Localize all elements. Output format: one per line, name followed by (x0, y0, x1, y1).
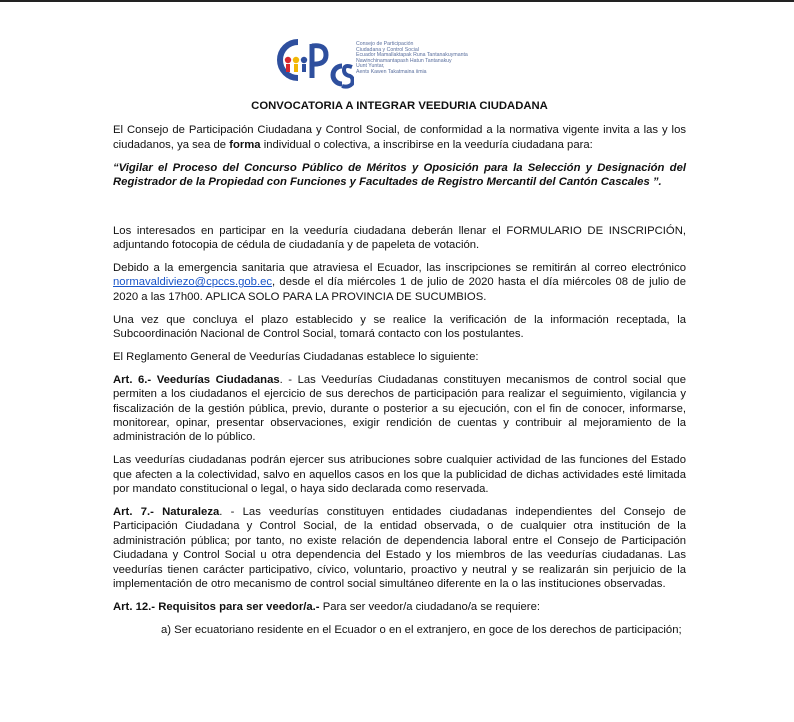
cpccs-logo (272, 34, 512, 90)
top-border (0, 0, 794, 2)
purpose-quote: “Vigilar el Proceso del Concurso Público de Méritos y Oposición para la Selección y Designación del Registrador de la Propiedad con Funciones y Facultades de Registro Mercantil del Cantón Cascales ”. (113, 161, 686, 189)
logo-line: Ecuador Mamallaktapak Runa Tantanakuymanta (356, 52, 468, 59)
cpccs-logo-mark (272, 34, 354, 90)
logo-institution-text (356, 42, 468, 76)
emergency-text-end: , desde el día miércoles 1 de julio de 2020 hasta el día miércoles 08 de julio de 2020 a las 17h00. APLICA SOLO PARA LA PROVINCIA DE SUCUMBIOS. (113, 276, 686, 303)
intro-text-end: individual o colectiva, a inscribirse en la veeduría ciudadana para: (260, 138, 593, 151)
art6-paragraph (113, 373, 686, 445)
requirement-a: a) Ser ecuatoriano residente en el Ecuador o en el extranjero, en goce de los derechos de participación; (161, 623, 682, 636)
art7-heading: Art. 7.- Naturaleza (113, 506, 220, 519)
intro-bold-word: forma (229, 138, 261, 151)
intro-text-start: El Consejo de Participación Ciudadana y Control Social, de conformidad a la normativa vigente invita a las y los ciudadanos, ya sea de (113, 124, 686, 151)
logo-line: Consejo de Participación (356, 41, 414, 47)
art6-heading: Art. 6.- Veedurías Ciudadanas (113, 373, 280, 386)
art6-text: . - Las Veedurías Ciudadanas constituyen mecanismos de control social que permiten a los ciudadanos el ejercicio de sus derechos de participación para realizar el seguimiento, vigilancia y fiscalización de la gestión pública, previo, durante o posterior a su ejecución, con el fin de conocer, informarse, monitorear, opinar, presentar observaciones, exigir rendición de cuentas y contribuir al mejoramiento de la administración de lo público. (113, 373, 686, 444)
interested-paragraph: Los interesados en participar en la veeduría ciudadana deberán llenar el FORMULARIO DE INSCRIPCIÓN, adjuntando fotocopia de cédula de ciudadanía y de papeleta de votación. (113, 224, 686, 251)
contact-paragraph: Una vez que concluya el plazo establecido y se realice la verificación de la información receptada, la Subcoordinación Nacional de Control Social, tomará contacto con los postulantes. (113, 313, 686, 340)
email-link[interactable]: normavaldiviezo@cpccs.gob.ec (113, 276, 273, 289)
art7-paragraph (113, 505, 686, 591)
emergency-text-start: Debido a la emergencia sanitaria que atraviesa el Ecuador, las inscripciones se remitirán al correo electrónico (113, 261, 686, 274)
logo-line: Ciudadana y Control Social (356, 46, 419, 53)
document-title: CONVOCATORIA A INTEGRAR VEEDURIA CIUDADANA (251, 100, 548, 112)
attributions-paragraph: Las veedurías ciudadanas podrán ejercer sus atribuciones sobre cualquier actividad de las funciones del Estado que afecten a la colectividad, salvo en aquellos casos en los que la publicidad de dichas actividades esté limitada por mandato constitucional o legal, o haya sido declarada como reservada. (113, 454, 686, 496)
logo-line: Uunt Yuntar, (356, 63, 385, 70)
document-body (113, 99, 686, 646)
art12-text: Para ser veedor/a ciudadano/a se requiere: (319, 600, 540, 613)
logo-line: Nawinchinamantapash Hatun Tantanakuy (356, 57, 452, 64)
art7-text: . - Las veedurías constituyen entidades ciudadanas independientes del Consejo de Participación Ciudadana y Control Social, de la entidad observada, o de cualquier otra institución de la administración pública; por tanto, no existe relación de dependencia laboral entre el Consejo de Participación Ciudadana y Control Social u otra dependencia del Estado y los miembros de las veedurías ciudadanas. Las veedurías tienen carácter participativo, cívico, voluntario, proactivo y neutral y se realizarán sin perjuicio de la implementación de otro mecanismo de control social simultáneo diferente en la o las instituciones observadas. (113, 506, 686, 591)
reglamento-paragraph: El Reglamento General de Veedurías Ciudadanas establece lo siguiente: (113, 350, 479, 363)
intro-paragraph (113, 123, 686, 152)
art12-paragraph (113, 600, 686, 614)
art12-heading: Art. 12.- Requisitos para ser veedor/a.- (113, 600, 320, 613)
logo-line: Aents Kawen Takatmaina iimia (356, 68, 427, 75)
emergency-paragraph (113, 261, 686, 304)
